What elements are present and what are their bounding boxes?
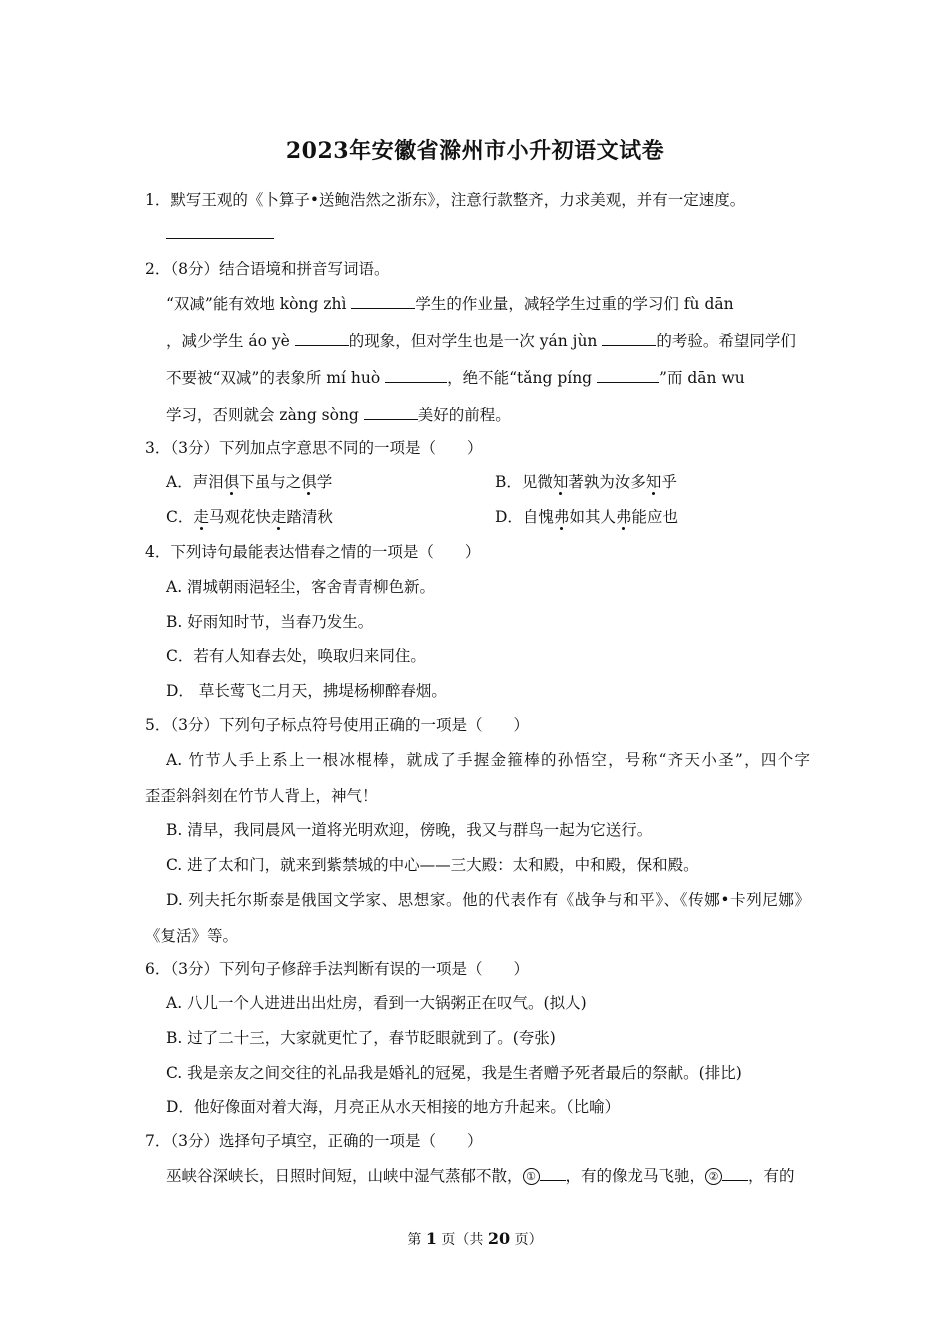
text-run: 著孰为汝多 [568, 473, 646, 491]
text-run: C． [166, 508, 194, 526]
dotted-char: 知 [645, 473, 662, 491]
question-3-stem: 3．（3分）下列加点字意思不同的一项是（ ） [145, 439, 483, 457]
question-2-line-1 [166, 292, 810, 315]
question-6-stem: 6．（3分）下列句子修辞手法判断有误的一项是（ ） [145, 960, 529, 978]
option-5a-cont: 歪歪斜斜刻在竹节人背上，神气！ [145, 787, 378, 805]
text-run: ，有的 [748, 1167, 795, 1185]
option-5a: A. 竹节人手上系上一根冰棍棒，就成了手握金箍棒的孙悟空，号称“齐天小圣”，四个字 [166, 751, 810, 769]
question-7-stem: 7．（3分）选择句子填空，正确的一项是（ ） [145, 1132, 483, 1150]
option-4d: D． 草长莺飞二月天，拂堤杨柳醉春烟。 [166, 682, 447, 700]
option-6b: B. 过了二十三，大家就更忙了，春节眨眼就到了。(夸张) [166, 1029, 556, 1047]
blank-mihuo [385, 366, 447, 383]
blank-2 [722, 1164, 748, 1181]
circled-number: ① [523, 1168, 540, 1185]
option-4c: C．若有人知春去处，唤取归来同住。 [166, 647, 426, 665]
blank-1 [540, 1164, 566, 1181]
option-6c: C. 我是亲友之间交往的礼品我是婚礼的冠冕，我是生者赠予死者最后的祭献。(排比) [166, 1064, 742, 1082]
text-run: 的现象，但对学生也是一次 yán jùn [348, 332, 603, 350]
option-5c: C. 进了太和门，就来到紫禁城的中心——三大殿：太和殿，中和殿，保和殿。 [166, 856, 699, 874]
option-5d: D. 列夫托尔斯泰是俄国文学家、思想家。他的代表作有《战争与和平》、《传娜•卡列尼娜》 [166, 891, 810, 909]
text-run: ”而 dān wu [659, 369, 745, 387]
question-2-stem: 2．（8分）结合语境和拼音写词语。 [145, 260, 390, 278]
text-run: 能应也 [631, 508, 678, 526]
circled-number: ② [705, 1168, 722, 1185]
option-6d: D．他好像面对着大海，月亮正从水天相接的地方升起来。（比喻） [166, 1098, 621, 1116]
option-6a: A. 八儿一个人进进出出灶房，看到一大锅粥正在叹气。(拟人) [166, 994, 587, 1012]
question-7-line-1 [166, 1164, 810, 1187]
text-run: D．自愧 [495, 508, 554, 526]
text-run: 马观花快 [208, 508, 271, 526]
text-run: 第 [407, 1232, 426, 1248]
text-run: 巫峡谷深峡长，日照时间短，山峡中湿气蒸郁不散， [166, 1167, 523, 1185]
question-2-line-2 [166, 329, 810, 352]
question-2-line-4 [166, 403, 810, 426]
option-5b: B. 清早，我同晨风一道将光明欢迎，傍晚，我又与群鸟一起为它送行。 [166, 821, 653, 839]
option-3b [495, 471, 795, 493]
text-run: 下虽与之 [239, 473, 302, 491]
text-run: ，减少学生 áo yè [166, 332, 295, 350]
dotted-char: 俱 [223, 473, 240, 491]
text-run: 页（共 [436, 1232, 488, 1248]
text-run: 如其人 [569, 508, 616, 526]
question-5-stem: 5．（3分）下列句子标点符号使用正确的一项是（ ） [145, 716, 529, 734]
dotted-char: 走 [270, 508, 287, 526]
answer-blank-1 [166, 222, 810, 245]
dotted-char: 俱 [301, 473, 317, 491]
text-run: ，有的像龙马飞驰， [565, 1167, 706, 1185]
text-run: 学习，否则就会 zàng sòng [166, 406, 364, 424]
blank-aoye [295, 329, 349, 346]
dotted-char: 弗 [553, 508, 570, 526]
option-3a [166, 471, 466, 493]
option-3d [495, 506, 795, 528]
text-run: 页） [510, 1232, 543, 1248]
text-run: 乎 [661, 473, 677, 491]
total-pages: 20 [487, 1229, 511, 1248]
option-4b: B. 好雨知时节，当春乃发生。 [166, 613, 374, 631]
text-run: B．见微 [495, 473, 553, 491]
blank-yanjun [602, 329, 656, 346]
text-run: 的考验。希望同学们 [656, 332, 796, 350]
dotted-char: 弗 [615, 508, 632, 526]
page-footer [0, 1229, 950, 1249]
blank-kongzhi [351, 292, 415, 309]
option-3c [166, 506, 466, 528]
question-2-line-3 [166, 366, 810, 389]
text-run: ，绝不能“tǎng píng [447, 369, 598, 387]
blank-zangsong [364, 403, 418, 420]
text-run: 踏清秋 [286, 508, 333, 526]
text-run: “双减”能有效地 kòng zhì [166, 295, 352, 313]
text-run: 学生的作业量，减轻学生过重的学习们 fù dān [415, 295, 734, 313]
dotted-char: 知 [552, 473, 569, 491]
blank-tangping [597, 366, 659, 383]
page-number: 1 [425, 1229, 437, 1248]
text-run: A．声泪 [166, 473, 224, 491]
text-run: 不要被“双减”的表象所 mí huò [166, 369, 386, 387]
dotted-char: 走 [193, 508, 209, 526]
option-5d-cont: 《复活》等。 [145, 927, 239, 945]
question-4-stem: 4．下列诗句最能表达惜春之情的一项是（ ） [145, 543, 481, 561]
option-4a: A. 渭城朝雨浥轻尘，客舍青青柳色新。 [166, 578, 436, 596]
text-run: 学 [316, 473, 333, 491]
text-run: 美好的前程。 [417, 406, 511, 424]
page-title: 2023年安徽省滁州市小升初语文试卷 [285, 138, 665, 164]
question-1: 1．默写王观的《卜算子•送鲍浩然之浙东》，注意行款整齐，力求美观，并有一定速度。 [145, 191, 746, 209]
blank-line [166, 222, 274, 239]
